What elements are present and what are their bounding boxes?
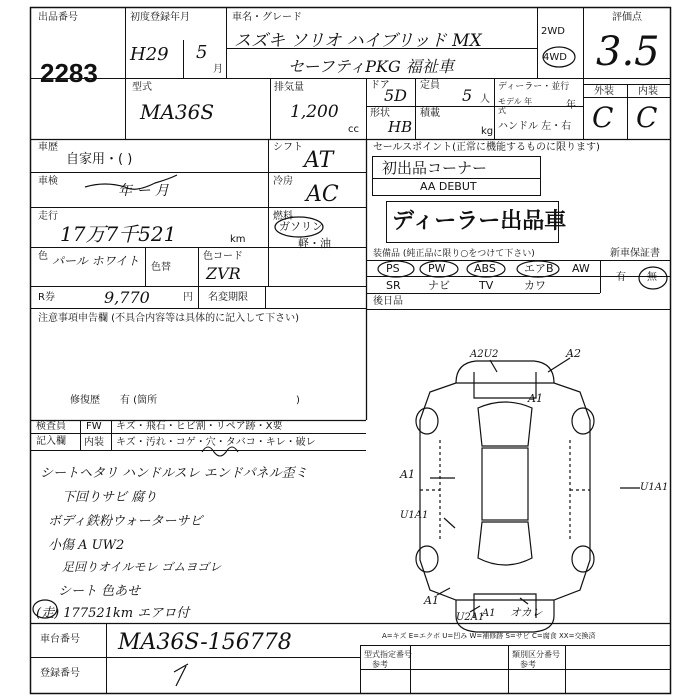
sales-point-label: セールスポイント(正常に機能するものに限ります) [373, 142, 600, 153]
fw-line: キズ・飛石・ヒビ割・リペア跡・X要 [116, 421, 283, 432]
score-label: 評価点 [612, 12, 642, 23]
category-label: 類別区分番号 [512, 650, 560, 659]
shape-value: HB [388, 118, 413, 136]
first-registration-year: H29 [130, 44, 169, 65]
inspector-label: 検査員 [36, 421, 66, 432]
equipment-sr: SR [386, 279, 401, 292]
cc-unit: cc [348, 124, 359, 135]
first-registration-month: 5 [196, 42, 208, 63]
remark-line: シートヘタリ ハンドルスレ エンドパネル歪ミ [40, 466, 308, 481]
interior-line: キズ・汚れ・コゲ・穴・タバコ・キレ・破レ [116, 437, 316, 448]
shift-label: シフト [273, 142, 303, 153]
history-label: 車歴 [38, 142, 58, 153]
repair-close: ) [296, 395, 300, 406]
fuel-options: 軽・油 [298, 237, 331, 250]
interior-grade: C [636, 101, 658, 134]
person-unit: 人 [480, 94, 490, 105]
remark-line: 小傷 A UW2 [48, 538, 125, 553]
repair-label: 修復歴 [70, 395, 100, 406]
fuel-label: 燃料 [273, 211, 293, 222]
equipment-abs: ABS [474, 262, 496, 275]
damage-mark: オカレ [510, 606, 543, 619]
yen-unit: 円 [183, 292, 193, 303]
notes-label: 注意事項申告欄 (不具合内容等は具体的に記入して下さい) [38, 313, 299, 324]
load-label: 積載 [420, 108, 440, 119]
car-name-label: 車名・グレード [232, 12, 302, 23]
dealer-stamp: ディーラー出品車 [392, 208, 567, 233]
drive-2wd: 2WD [541, 26, 565, 37]
registration-label: 登録番号 [40, 668, 80, 679]
capacity-value: 5 [462, 86, 473, 105]
shift-value: AT [304, 148, 334, 173]
damage-legend: A=キズ E=エクボ U=凹み W=補修跡 S=サビ C=腐食 XX=交換済 [382, 632, 596, 640]
lot-number: 2283 [40, 58, 98, 88]
inspection-label: 車検 [38, 176, 58, 187]
equipment-tv: TV [479, 279, 494, 292]
warranty-label: 新車保証書 [610, 248, 660, 259]
first-corner: 初出品コーナー [382, 159, 488, 177]
name-change-label: 名変期限 [208, 292, 248, 303]
damage-mark: U1A1 [640, 482, 669, 493]
warranty-no: 無 [647, 272, 657, 283]
score-value: 3.5 [596, 29, 660, 75]
type-reference: 参考 [372, 660, 388, 669]
equipment-leather: カワ [524, 279, 546, 292]
ac-value: AC [306, 182, 339, 207]
color-code-label: 色コード [203, 251, 243, 262]
model-year-label: モデル 年式 [498, 97, 533, 115]
history-options: 自家用・( ) [66, 152, 133, 167]
displacement-value: 1,200 [290, 102, 339, 122]
doors-label: ドア [370, 80, 390, 91]
mileage-value: 17万7千521 [60, 222, 177, 246]
damage-mark: A2 [566, 347, 581, 360]
handle-label: ハンドル 左・右 [498, 121, 572, 132]
damage-mark: A1 [400, 468, 415, 481]
inspection-value: 年 ー 月 [118, 183, 169, 199]
type-designation-label: 型式指定番号 [364, 650, 412, 659]
equipment-aw: AW [572, 262, 590, 275]
remark-line: 下回りサビ 腐り [62, 490, 158, 505]
lot-number-label: 出品番号 [38, 12, 78, 23]
model-value: MA36S [140, 100, 215, 124]
equipment-label: 装備品 (純正品に限り○をつけて下さい) [373, 249, 535, 259]
car-name-line2: セーフティPKG 福祉車 [288, 57, 454, 76]
repair-options: 有 (箇所 [120, 395, 158, 406]
first-registration-label: 初度登録年月 [130, 12, 190, 23]
color-label: 色 [38, 251, 48, 262]
capacity-label: 定員 [420, 80, 440, 91]
color-value: パール ホワイト [52, 254, 140, 268]
chassis-label: 車台番号 [40, 634, 80, 645]
damage-mark: A1 [424, 594, 439, 607]
remark-line: 足回りオイルモレ ゴムヨゴレ [62, 560, 222, 574]
km-unit: km [230, 234, 246, 245]
interior-inspect-label: 内装 [84, 437, 104, 448]
dealer-label: ディーラー・並行 [498, 82, 570, 92]
damage-mark: U1A1 [400, 510, 429, 521]
kg-unit: kg [481, 126, 494, 137]
equipment-navi: ナビ [428, 279, 450, 292]
car-name-line1: スズキ ソリオ ハイブリッド MX [234, 31, 482, 51]
color-code-value: ZVR [206, 264, 241, 283]
damage-mark: A1 [528, 392, 543, 405]
ac-label: 冷房 [273, 176, 293, 187]
year-unit: 年 [566, 100, 576, 111]
exterior-label: 外装 [594, 86, 614, 97]
remark-line: (走) 177521km エアロ付 [36, 606, 190, 621]
remark-line: ボディ鉄粉ウォーターサビ [48, 514, 203, 529]
interior-label: 内装 [638, 86, 658, 97]
color-change-label: 色替 [151, 262, 171, 273]
remark-line: シート 色あせ [58, 584, 141, 599]
model-label: 型式 [132, 82, 152, 93]
damage-mark: U2A1 [456, 612, 485, 623]
recycle-label: R券 [38, 292, 55, 303]
equipment-ps: PS [386, 262, 400, 275]
mileage-label: 走行 [38, 211, 58, 222]
damage-mark: A2U2 [470, 349, 499, 360]
doors-value: 5D [384, 86, 408, 105]
month-unit: 月 [213, 64, 223, 75]
exterior-grade: C [592, 101, 614, 134]
equipment-airbag: エアB [524, 262, 554, 275]
displacement-label: 排気量 [274, 82, 304, 93]
back-label: 後日品 [373, 296, 403, 307]
category-reference: 参考 [520, 660, 536, 669]
aa-debut: AA DEBUT [420, 180, 477, 193]
fuel-gasoline: ガソリン [279, 220, 323, 233]
recycle-value: 9,770 [104, 288, 150, 307]
damage-mark: A1 [482, 608, 496, 619]
shape-label: 形状 [370, 108, 390, 119]
warranty-yes: 有 [616, 272, 626, 283]
equipment-pw: PW [428, 262, 446, 275]
entry-label: 記入欄 [36, 436, 66, 447]
chassis-value: MA36S-156778 [118, 630, 292, 655]
fw-label: FW [86, 421, 102, 432]
drive-4wd: 4WD [543, 52, 567, 63]
